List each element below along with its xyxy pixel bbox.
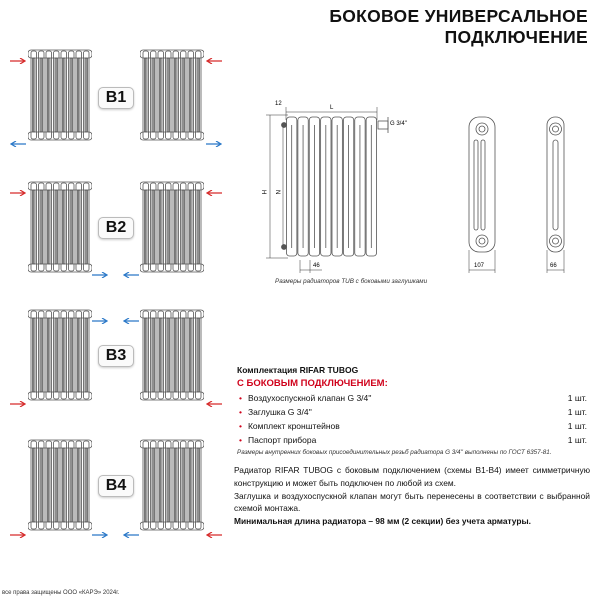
supply-arrow-icon xyxy=(206,183,222,189)
return-arrow-icon xyxy=(123,525,139,531)
radiator-icon xyxy=(140,308,204,402)
radiator-icon xyxy=(140,180,204,274)
dim-depth-107: 107 xyxy=(474,263,485,269)
footer-copyright: все права защищены ООО «КАРЭ» 2024г. xyxy=(2,590,120,596)
kit-note: Размеры внутренних боковых присоединительных резьб радиатора G 3/4'' выполнены по ГОСТ 6357-81. xyxy=(237,449,552,456)
kit-subheading: С БОКОВЫМ ПОДКЛЮЧЕНИЕМ: xyxy=(237,378,388,389)
supply-arrow-icon xyxy=(10,183,26,189)
scheme-label-b4: B4 xyxy=(98,475,134,497)
kit-item xyxy=(237,393,587,403)
return-arrow-icon xyxy=(206,134,222,140)
return-arrow-icon xyxy=(123,311,139,317)
kit-list xyxy=(237,393,587,445)
kit-item xyxy=(237,407,587,417)
dim-length: L xyxy=(330,105,334,111)
kit-item-qty: 1 шт. xyxy=(567,407,587,417)
supply-arrow-icon xyxy=(10,525,26,531)
page-title: БОКОВОЕ УНИВЕРСАЛЬНОЕ ПОДКЛЮЧЕНИЕ xyxy=(329,6,588,47)
kit-item-qty: 1 шт. xyxy=(567,393,587,403)
radiator-icon xyxy=(140,48,204,142)
kit-item-qty: 1 шт. xyxy=(567,421,587,431)
radiator-icon xyxy=(28,180,92,274)
return-arrow-icon xyxy=(92,525,108,531)
radiator-side-view-3col xyxy=(469,117,495,252)
return-arrow-icon xyxy=(123,265,139,271)
bullet-icon: • xyxy=(239,393,242,403)
dim-pitch: 46 xyxy=(313,263,320,269)
radiator-icon xyxy=(140,438,204,532)
kit-item-name: Воздухоспускной клапан G 3/4'' xyxy=(247,393,372,403)
radiator-front-view xyxy=(282,117,389,256)
kit-item-name: Комплект кронштейнов xyxy=(247,421,340,431)
return-arrow-icon xyxy=(92,265,108,271)
radiator-icon xyxy=(28,308,92,402)
description-p1: Радиатор RIFAR TUBOG с боковым подключением (схемы В1-В4) имеет симметричную конструкцию и может быть подключен по любой из схем. xyxy=(234,465,590,488)
scheme-label-b2: B2 xyxy=(98,217,134,239)
return-arrow-icon xyxy=(92,311,108,317)
radiator-icon xyxy=(28,438,92,532)
drawing-caption: Размеры радиаторов TUB с боковыми заглушками xyxy=(275,278,428,285)
dim-axis: N xyxy=(274,190,280,195)
supply-arrow-icon xyxy=(10,51,26,57)
bullet-icon: • xyxy=(239,407,242,417)
kit-item xyxy=(237,435,587,445)
return-arrow-icon xyxy=(10,134,26,140)
dim-height: H xyxy=(260,190,266,195)
dim-thread: G 3/4'' xyxy=(390,121,407,127)
kit-section xyxy=(237,365,587,456)
bullet-icon: • xyxy=(239,435,242,445)
supply-arrow-icon xyxy=(206,525,222,531)
radiator-side-view-2col xyxy=(547,117,564,252)
kit-heading: Комплектация RIFAR TUBOG xyxy=(237,365,359,375)
supply-arrow-icon xyxy=(10,394,26,400)
description-p2: Заглушка и воздухоспускной клапан могут быть перенесены в соответствии с выбранной схемой монтажа. xyxy=(234,490,590,514)
radiator-dimension-drawing xyxy=(250,95,590,275)
scheme-label-b1: B1 xyxy=(98,87,134,109)
bullet-icon: • xyxy=(239,421,242,431)
dim-depth-66: 66 xyxy=(550,263,557,269)
description-min-length: Минимальная длина радиатора – 98 мм (2 секции) без учета арматуры. xyxy=(234,516,531,527)
dim-offset: 12 xyxy=(275,101,282,107)
supply-arrow-icon xyxy=(206,51,222,57)
kit-item-name: Заглушка G 3/4'' xyxy=(247,407,312,417)
radiator-icon xyxy=(28,48,92,142)
scheme-label-b3: B3 xyxy=(98,345,134,367)
supply-arrow-icon xyxy=(206,394,222,400)
dimension-lines xyxy=(266,107,564,273)
description xyxy=(234,464,590,528)
kit-item-name: Паспорт прибора xyxy=(247,435,317,445)
kit-item xyxy=(237,421,587,431)
kit-item-qty: 1 шт. xyxy=(567,435,587,445)
